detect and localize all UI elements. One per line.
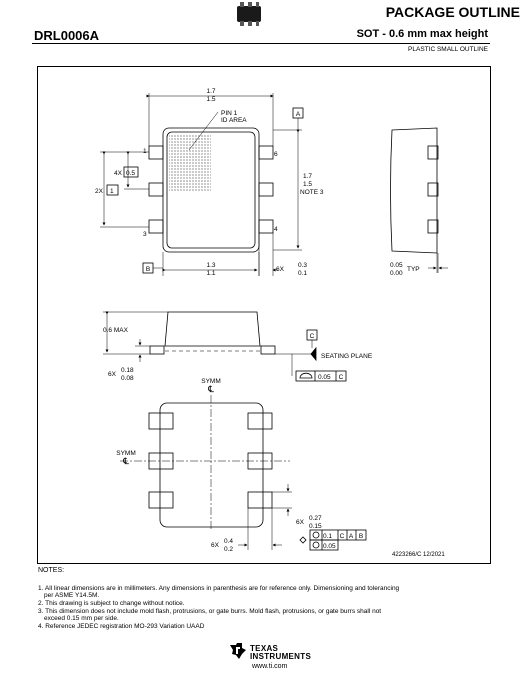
ti-logo-line2: INSTRUMENTS	[250, 652, 312, 661]
lead-len-count: 6X	[296, 519, 304, 526]
dim-width-min: 1.5	[206, 96, 216, 103]
lead-len2-min: 0.2	[224, 546, 234, 553]
note-2: 2. This drawing is subject to change without notice.	[38, 600, 185, 607]
fcf2-tol: 0.05	[323, 543, 336, 550]
lead-width-count: 6X	[276, 266, 284, 273]
note-1: 1. All linear dimensions are in millimeters. Any dimensions in parenthesis are for reference only. Dimensioning and tolerancing	[38, 585, 400, 592]
lead-width-min: 0.1	[298, 270, 308, 277]
footer-url[interactable]: www.ti.com	[252, 663, 288, 670]
seating-plane: SEATING PLANE	[321, 353, 373, 360]
lead-len-max: 0.27	[309, 515, 322, 522]
pin-number-3: 3	[143, 231, 147, 238]
fcf1-datum-c: C	[339, 533, 345, 540]
lead-thickness-count: 6X	[108, 371, 116, 378]
notes-heading: NOTES:	[38, 567, 65, 574]
ti-logo-line1: TEXAS	[250, 644, 279, 653]
pin-number-4: 4	[274, 226, 278, 233]
dim-body-min: 1.1	[206, 270, 216, 277]
pin-number-6: 6	[274, 151, 278, 158]
lead-width-max: 0.3	[298, 262, 308, 269]
ti-logo-icon	[228, 642, 248, 660]
pitch-4x-count: 4X	[114, 170, 122, 177]
dim-length-max: 1.7	[303, 173, 313, 180]
dim-length-note: NOTE 3	[300, 189, 324, 196]
flatness-datum: C	[338, 374, 344, 381]
centerline-top-icon: ℄	[208, 384, 214, 394]
pitch-2x-value: 1	[110, 188, 114, 195]
lead-thickness-max: 0.18	[121, 367, 134, 374]
page-title: PACKAGE OUTLINE	[385, 4, 520, 20]
pin1-label-2: ID AREA	[221, 117, 247, 124]
document-number: 4223266/C 12/2021	[392, 552, 445, 558]
symm-left-label: SYMM	[116, 450, 136, 457]
pin-number-1: 1	[143, 148, 147, 155]
pitch-4x-value: 0.5	[126, 170, 136, 177]
standoff-min: 0.00	[390, 270, 403, 277]
max-height: 0.6 MAX	[103, 327, 128, 334]
front-view	[103, 312, 346, 381]
fcf1-datum-a: A	[348, 533, 354, 540]
note-4: 4. Reference JEDEC registration MO-293 Variation UAAD	[38, 623, 205, 630]
lead-thickness-min: 0.08	[121, 375, 134, 382]
dim-width-max: 1.7	[206, 88, 216, 95]
package-subtitle: SOT - 0.6 mm max height	[356, 28, 488, 40]
package-code: DRL0006A	[34, 28, 100, 43]
dim-body-max: 1.3	[206, 262, 216, 269]
centerline-left-icon: ℄	[123, 456, 129, 466]
fcf1-datum-b: B	[358, 533, 364, 540]
side-view	[391, 128, 449, 273]
note-3-cont: exceed 0.15 mm per side.	[44, 615, 119, 622]
note-1-cont: per ASME Y14.5M.	[44, 592, 100, 599]
pitch-2x-count: 2X	[95, 188, 103, 195]
standoff-typ: TYP	[407, 266, 420, 273]
fcf1-tol: 0.1	[323, 533, 333, 540]
lead-len2-count: 6X	[211, 542, 219, 549]
symm-top-label: SYMM	[201, 378, 221, 385]
datum-c: C	[309, 333, 315, 340]
datum-b: B	[145, 266, 151, 273]
flatness-value: 0.05	[318, 374, 331, 381]
top-view	[100, 93, 303, 276]
lead-len-min: 0.15	[309, 523, 322, 530]
package-type: PLASTIC SMALL OUTLINE	[408, 46, 488, 53]
datum-a: A	[295, 111, 301, 118]
dim-length-min: 1.5	[303, 181, 313, 188]
lead-len2-max: 0.4	[224, 538, 234, 545]
pin1-label: PIN 1	[221, 110, 238, 117]
bottom-view	[120, 395, 366, 550]
note-3: 3. This dimension does not include mold flash, protrusions, or gate burrs. Mold flash, protrusions, or gate burrs shall not	[38, 608, 382, 615]
standoff-max: 0.05	[390, 262, 403, 269]
ti-logo-text	[250, 645, 311, 661]
